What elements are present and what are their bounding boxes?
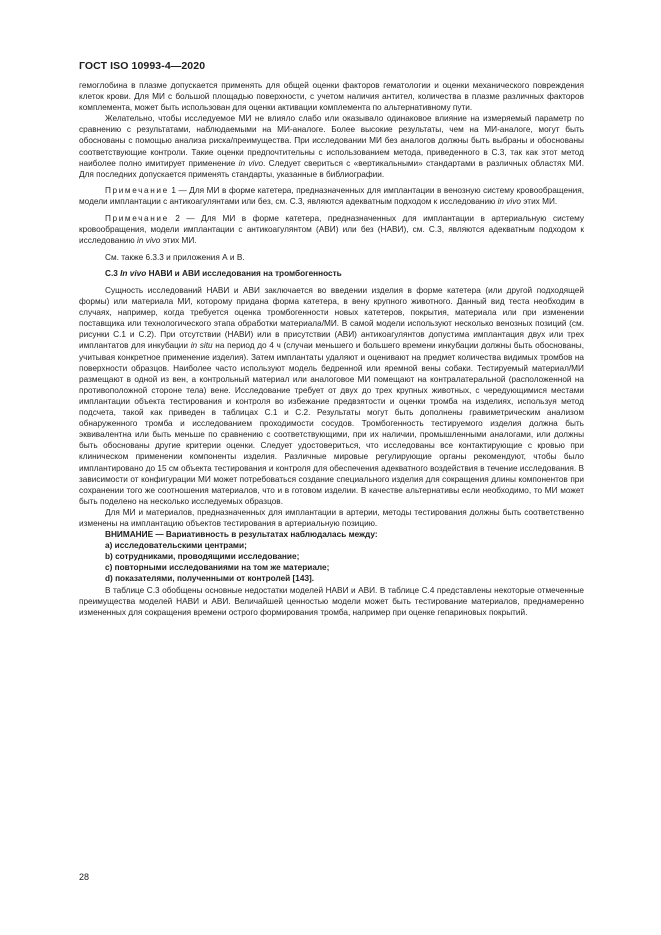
paragraph-comparison-text-2: . Следует свериться с «вертикальными» стандартами в различных областях МИ. Для последних допускается применять стандарты, указанные в библиографии. (79, 158, 584, 179)
paragraph-method-text-2: на период до 4 ч (случаи меньшего и большего времени инкубации должны быть обоснованы, учитывая конкретное применение изделия). Затем имплантаты удаляют и оценивают на предмет количества видимых тромбов на поверхности образцов. Наиболее часто используют модель бедренной или яремной вены собаки. Тестируемый материал/МИ размещают в одной из вен, а контрольный материал или аналоговое МИ помещают на контралатеральной (расположенной на противоположной стороне тела) вене. Исследование требует от двух до трех крупных животных, с чередующимися местами имплантации объекта тестирования и контроля во избежание предвзятости и оценки тромба на изделиях, используя метод подсчета, такой как приведен в таблицах С.1 и С.2. Результаты могут быть дополнены гравиметрическим анализом обнаруженного тромба и исследованием проходимости сосудов. Тромбогенность тестируемого изделия должна быть эквивалентна или быть меньше по сравнению с соответствующими, при их наличии, промышленными аналогами, или должны быть обоснованы другие критерии оценки. Следует удостовериться, что исследованы все контактирующие с кровью при клиническом применении компоненты изделия. Различные мировые регулирующие органы рекомендуют, чтобы было имплантировано до 15 см объекта тестирования и контроля для обеспечения адекватного воздействия в течение исследования. В зависимости от конфигурации МИ может потребоваться создание специального изделия для сокращения длины компонентов при сохранении того же соотношения материалов, что и в готовом изделии. В качестве альтернативы если необходимо, то МИ может быть поделено на несколько исследуемых образцов. (79, 341, 584, 506)
paragraph-comparison (79, 113, 584, 180)
section-heading-number: С.3 (105, 269, 121, 279)
document-body (79, 80, 584, 618)
paragraph-comparison-emphasis: in vivo (238, 158, 264, 168)
list-item: a) исследовательскими центрами; (105, 541, 247, 551)
note-1-label: Примечание (105, 186, 169, 196)
note-1-text-2: этих МИ. (520, 197, 558, 207)
paragraph-method-text-1: Сущность исследований НАВИ и АВИ заключается во введении изделия в форме катетера (или другой подходящей формы) или материала МИ, которому придана форма катетера, в вену крупного животного. Данный вид теста необходим в случаях, например, когда требуется оценка тромбогенности новых катетеров, покрытия, материала или при изменении поставщика или технологического этапа обработки материала/МИ. В самой модели используют несколько венозных позиций (см. рисунки С.1 и С.2). При отсутствии (НАВИ) или в присутствии (АВИ) антикоагулянтов допустима имплантация двух или трех имплантатов для инкубации (79, 286, 584, 351)
paragraph-tables-summary: В таблице С.3 обобщены основные недостатки моделей НАВИ и АВИ. В таблице С.4 представлены некоторые отмеченные преимущества моделей НАВИ и АВИ. Величайшей ценностью модели может быть тестирование материалов, преднамеренно измененных для сокращения времени острого формирования тромба, например при оценке гепариновых покрытий. (79, 585, 584, 617)
paragraph-method-emphasis: in situ (190, 341, 213, 351)
section-heading-c3 (79, 268, 584, 279)
paragraph-arterial: Для МИ и материалов, предназначенных для имплантации в артерии, методы тестирования должны быть соответственно изменены на имплантацию объектов тестирования в артериальную позицию. (79, 507, 584, 528)
note-2-text-1: 2 — Для МИ в форме катетера, предназначенных для имплантации в артериальную систему кровообращения, модели имплантации с антикоагулянтом (АВИ) или без (НАВИ), см. С.3, являются адекватным подходом к исследованию (79, 214, 584, 246)
note-2 (79, 213, 584, 246)
list-item: d) показателями, полученными от контролей [143]. (105, 574, 315, 584)
note-1-emphasis: in vivo (497, 197, 521, 207)
paragraph-method-essence (79, 285, 584, 507)
note-2-text-2: этих МИ. (160, 236, 197, 246)
section-heading-title: НАВИ и АВИ исследования на тромбогенность (146, 269, 342, 279)
standard-header: ГОСТ ISO 10993-4—2020 (79, 60, 206, 72)
note-2-emphasis: in vivo (137, 236, 161, 246)
page-number: 28 (79, 872, 90, 882)
warning-line: ВНИМАНИЕ — Вариативность в результатах наблюдалась между: (105, 530, 378, 540)
list-item: c) повторными исследованиями на том же материале; (105, 563, 330, 573)
note-1-text-1: 1 — Для МИ в форме катетера, предназначенных для имплантации в венозную систему кровообращения, модели имплантации с антикоагулянтами или без, см. С.3, являются адекватным подходом к исследованию (79, 186, 584, 207)
see-also-reference: См. также 6.3.3 и приложения А и В. (105, 252, 245, 262)
list-item: b) сотрудниками, проводящими исследование; (105, 552, 300, 562)
section-heading-emphasis: In vivo (120, 269, 147, 279)
note-1 (79, 185, 584, 207)
note-2-label: Примечание (105, 214, 169, 224)
paragraph-hemoglobin: гемоглобина в плазме допускается применять для общей оценки факторов гематологии и оценки механического повреждения клеток крови. Для МИ с большой площадью поверхности, с учетом наличия антител, количества в плазме различных факторов комплемента, может быть использован для оценки активации комплемента по альтернативному пути. (79, 81, 584, 113)
paragraph-comparison-text-1: Желательно, чтобы исследуемое МИ не влияло слабо или оказывало одинаковое влияние на измеряемый параметр по сравнению с результатами, наблюдаемыми на МИ-аналоге. Более высокие результаты, чем на МИ-аналоге, могут быть обоснованы с помощью анализа риска/преимущества. При исследовании МИ без аналогов должны быть выбраны и обоснованы соответствующие контроли. Такие оценки предпочтительны с использованием метода, приведенного в С.3, так как этот метод наиболее полно имитирует применение (79, 114, 584, 168)
